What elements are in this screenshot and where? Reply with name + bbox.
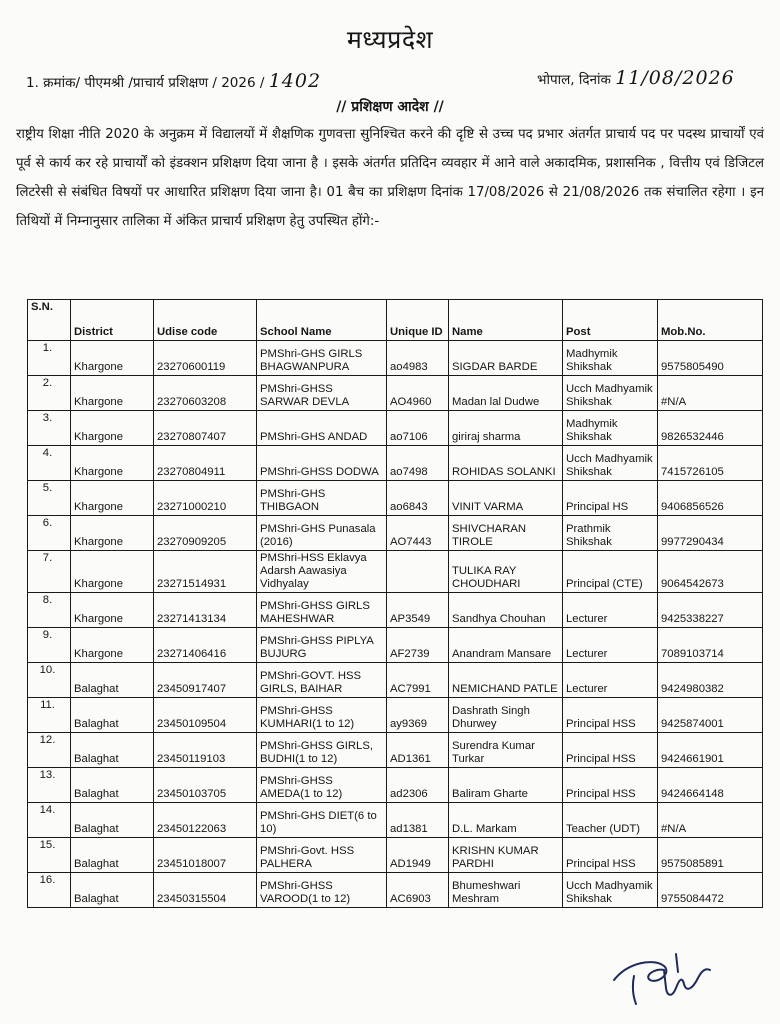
table-row (28, 768, 763, 803)
header-udise: Udise code (154, 300, 257, 341)
cell-post: Lecturer (563, 628, 658, 663)
table-row (28, 516, 763, 551)
cell-sn: 16. (28, 873, 71, 908)
cell-udise-code: 23270804911 (154, 446, 257, 481)
cell-name: Madan lal Dudwe (449, 376, 563, 411)
date-label: भोपाल, दिनांक (537, 72, 611, 88)
cell-school-name: PMShri-GHSS KUMHARI(1 to 12) (257, 698, 387, 733)
cell-school-name: PMShri-GHS THIBGAON (257, 481, 387, 516)
cell-district: Balaghat (71, 768, 154, 803)
cell-unique-id (387, 551, 449, 593)
cell-name: giriraj sharma (449, 411, 563, 446)
cell-name: Anandram Mansare (449, 628, 563, 663)
cell-district: Balaghat (71, 698, 154, 733)
cell-school-name: PMShri-GHS GIRLS BHAGWANPURA (257, 341, 387, 376)
cell-sn: 13. (28, 768, 71, 803)
table-row (28, 376, 763, 411)
cell-sn: 3. (28, 411, 71, 446)
cell-sn: 11. (28, 698, 71, 733)
cell-name: Surendra Kumar Turkar (449, 733, 563, 768)
order-body-text: राष्ट्रीय शिक्षा नीति 2020 के अनुक्रम में विद्यालयों में शैक्षणिक गुणवत्ता सुनिश्चित करने की दृष्टि से उच्च पद प्रभार अंतर्गत प्राचार्य पद पर पदस्थ प्राचार्यों एवं पूर्व से कार्य कर रहे प्राचार्यों को इंडक्शन प्रशिक्षण दिया जाना है । इसके अंतर्गत प्रतिदिन व्यवहार में आने वाले अकादमिक, प्रशासनिक , वित्तीय एवं डिजिटल लिटरेसी से संबंधित विषयों पर आधारित प्रशिक्षण दिया जाना है। 01 बैच का प्रशिक्षण दिनांक 17/08/2026 से 21/08/2026 तक संचालित रहेगा । इन तिथियों में निम्नानुसार तालिका में अंकित प्राचार्य प्रशिक्षण हेतु उपस्थित होंगे:- (16, 127, 764, 229)
cell-udise-code: 23271406416 (154, 628, 257, 663)
cell-school-name: PMShri-GHS ANDAD (257, 411, 387, 446)
cell-mobile: 9424980382 (658, 663, 763, 698)
cell-name: SHIVCHARAN TIROLE (449, 516, 563, 551)
cell-mobile: 9755084472 (658, 873, 763, 908)
cell-sn: 12. (28, 733, 71, 768)
cell-school-name: PMShri-GHS DIET(6 to 10) (257, 803, 387, 838)
table-row (28, 481, 763, 516)
table-row (28, 446, 763, 481)
cell-mobile: 9424664148 (658, 768, 763, 803)
table-row (28, 341, 763, 376)
cell-udise-code: 23271000210 (154, 481, 257, 516)
cell-mobile: 9575805490 (658, 341, 763, 376)
cell-school-name: PMShri-GHSS DODWA (257, 446, 387, 481)
cell-district: Balaghat (71, 733, 154, 768)
cell-sn: 1. (28, 341, 71, 376)
cell-sn: 4. (28, 446, 71, 481)
cell-udise-code: 23450315504 (154, 873, 257, 908)
cell-udise-code: 23271413134 (154, 593, 257, 628)
cell-sn: 14. (28, 803, 71, 838)
cell-name: VINIT VARMA (449, 481, 563, 516)
cell-school-name: PMShri-GHS Punasala (2016) (257, 516, 387, 551)
cell-unique-id: ad1381 (387, 803, 449, 838)
cell-post: Principal HSS (563, 768, 658, 803)
cell-post: Ucch Madhyamik Shikshak (563, 376, 658, 411)
cell-school-name: PMShri-GHSS VAROOD(1 to 12) (257, 873, 387, 908)
cell-school-name: PMShri-Govt. HSS PALHERA (257, 838, 387, 873)
table-row (28, 873, 763, 908)
cell-sn: 9. (28, 628, 71, 663)
header-unique-id: Unique ID (387, 300, 449, 341)
cell-post: Lecturer (563, 663, 658, 698)
cell-post: Prathmik Shikshak (563, 516, 658, 551)
cell-unique-id: ao7498 (387, 446, 449, 481)
date-value: 11/08/2026 (615, 67, 735, 89)
cell-post: Lecturer (563, 593, 658, 628)
cell-sn: 15. (28, 838, 71, 873)
table-row (28, 838, 763, 873)
cell-school-name: PMShri-GHSS SARWAR DEVLA (257, 376, 387, 411)
cell-sn: 6. (28, 516, 71, 551)
cell-mobile: 9425874001 (658, 698, 763, 733)
cell-udise-code: 23271514931 (154, 551, 257, 593)
cell-udise-code: 23450917407 (154, 663, 257, 698)
signature-image (606, 940, 716, 1008)
participants-table (27, 299, 763, 908)
table-row (28, 628, 763, 663)
table-row (28, 698, 763, 733)
date-line (537, 67, 735, 89)
cell-udise-code: 23450109504 (154, 698, 257, 733)
cell-post: Principal HSS (563, 698, 658, 733)
cell-district: Balaghat (71, 663, 154, 698)
cell-post: Principal HSS (563, 733, 658, 768)
cell-unique-id: ad2306 (387, 768, 449, 803)
cell-school-name: PMShri-GHSS AMEDA(1 to 12) (257, 768, 387, 803)
cell-mobile: 9977290434 (658, 516, 763, 551)
cell-post: Teacher (UDT) (563, 803, 658, 838)
state-title: मध्यप्रदेश (346, 25, 434, 54)
cell-udise-code: 23270603208 (154, 376, 257, 411)
cell-name: Baliram Gharte (449, 768, 563, 803)
cell-school-name: PMShri-GHSS PIPLYA BUJURG (257, 628, 387, 663)
cell-district: Khargone (71, 446, 154, 481)
cell-district: Khargone (71, 551, 154, 593)
cell-name: NEMICHAND PATLE (449, 663, 563, 698)
cell-name: KRISHN KUMAR PARDHI (449, 838, 563, 873)
cell-district: Khargone (71, 516, 154, 551)
cell-district: Khargone (71, 628, 154, 663)
cell-district: Khargone (71, 481, 154, 516)
cell-school-name: PMShri-GHSS GIRLS MAHESHWAR (257, 593, 387, 628)
table-row (28, 803, 763, 838)
cell-udise-code: 23451018007 (154, 838, 257, 873)
cell-sn: 2. (28, 376, 71, 411)
cell-sn: 7. (28, 551, 71, 593)
cell-unique-id: AD1949 (387, 838, 449, 873)
cell-name: Bhumeshwari Meshram (449, 873, 563, 908)
header-school: School Name (257, 300, 387, 341)
cell-udise-code: 23450122063 (154, 803, 257, 838)
cell-name: Sandhya Chouhan (449, 593, 563, 628)
cell-district: Khargone (71, 341, 154, 376)
cell-sn: 8. (28, 593, 71, 628)
cell-district: Balaghat (71, 803, 154, 838)
reference-prefix: 1. क्रमांक/ पीएमश्री /प्राचार्य प्रशिक्षण / 2026 / (26, 75, 265, 91)
table-row (28, 411, 763, 446)
cell-unique-id: AO7443 (387, 516, 449, 551)
cell-unique-id: AP3549 (387, 593, 449, 628)
header-district: District (71, 300, 154, 341)
signature-stroke (676, 954, 678, 972)
table-row (28, 733, 763, 768)
cell-unique-id: ao6843 (387, 481, 449, 516)
table-body (28, 341, 763, 908)
cell-unique-id: AF2739 (387, 628, 449, 663)
cell-district: Balaghat (71, 873, 154, 908)
cell-mobile: 9424661901 (658, 733, 763, 768)
cell-district: Balaghat (71, 838, 154, 873)
reference-number: 1402 (268, 70, 322, 92)
cell-post: Principal HS (563, 481, 658, 516)
cell-district: Khargone (71, 411, 154, 446)
cell-udise-code: 23450103705 (154, 768, 257, 803)
cell-unique-id: AO4960 (387, 376, 449, 411)
cell-unique-id: AC6903 (387, 873, 449, 908)
cell-unique-id: AC7991 (387, 663, 449, 698)
cell-district: Khargone (71, 593, 154, 628)
cell-mobile: 9826532446 (658, 411, 763, 446)
table-row (28, 663, 763, 698)
cell-udise-code: 23270807407 (154, 411, 257, 446)
cell-post: Principal (CTE) (563, 551, 658, 593)
header-post: Post (563, 300, 658, 341)
cell-udise-code: 23270600119 (154, 341, 257, 376)
cell-school-name: PMShri-HSS Eklavya Adarsh Aawasiya Vidhyalay (257, 551, 387, 593)
cell-udise-code: 23450119103 (154, 733, 257, 768)
cell-sn: 5. (28, 481, 71, 516)
signature-stroke (633, 976, 636, 1004)
cell-post: Madhymik Shikshak (563, 341, 658, 376)
table-row (28, 551, 763, 593)
cell-name: ROHIDAS SOLANKI (449, 446, 563, 481)
cell-district: Khargone (71, 376, 154, 411)
header-sn: S.N. (28, 300, 71, 341)
cell-mobile: 7089103714 (658, 628, 763, 663)
cell-sn: 10. (28, 663, 71, 698)
cell-mobile: 9425338227 (658, 593, 763, 628)
cell-mobile: 9575085891 (658, 838, 763, 873)
cell-post: Ucch Madhyamik Shikshak (563, 446, 658, 481)
header-mobile: Mob.No. (658, 300, 763, 341)
cell-mobile: #N/A (658, 803, 763, 838)
table-header-row (28, 300, 763, 341)
cell-school-name: PMShri-GHSS GIRLS, BUDHI(1 to 12) (257, 733, 387, 768)
cell-unique-id: ay9369 (387, 698, 449, 733)
cell-unique-id: ao7106 (387, 411, 449, 446)
cell-mobile: 9406856526 (658, 481, 763, 516)
cell-post: Principal HSS (563, 838, 658, 873)
cell-name: Dashrath Singh Dhurwey (449, 698, 563, 733)
order-heading: // प्रशिक्षण आदेश // (336, 99, 444, 115)
cell-name: D.L. Markam (449, 803, 563, 838)
cell-school-name: PMShri-GOVT. HSS GIRLS, BAIHAR (257, 663, 387, 698)
cell-name: SIGDAR BARDE (449, 341, 563, 376)
cell-udise-code: 23270909205 (154, 516, 257, 551)
cell-mobile: 9064542673 (658, 551, 763, 593)
cell-post: Madhymik Shikshak (563, 411, 658, 446)
cell-mobile: #N/A (658, 376, 763, 411)
cell-mobile: 7415726105 (658, 446, 763, 481)
cell-name: TULIKA RAY CHOUDHARI (449, 551, 563, 593)
cell-post: Ucch Madhyamik Shikshak (563, 873, 658, 908)
cell-unique-id: AD1361 (387, 733, 449, 768)
header-name: Name (449, 300, 563, 341)
reference-line (26, 70, 321, 92)
table-row (28, 593, 763, 628)
cell-unique-id: ao4983 (387, 341, 449, 376)
signature-stroke (614, 962, 710, 995)
